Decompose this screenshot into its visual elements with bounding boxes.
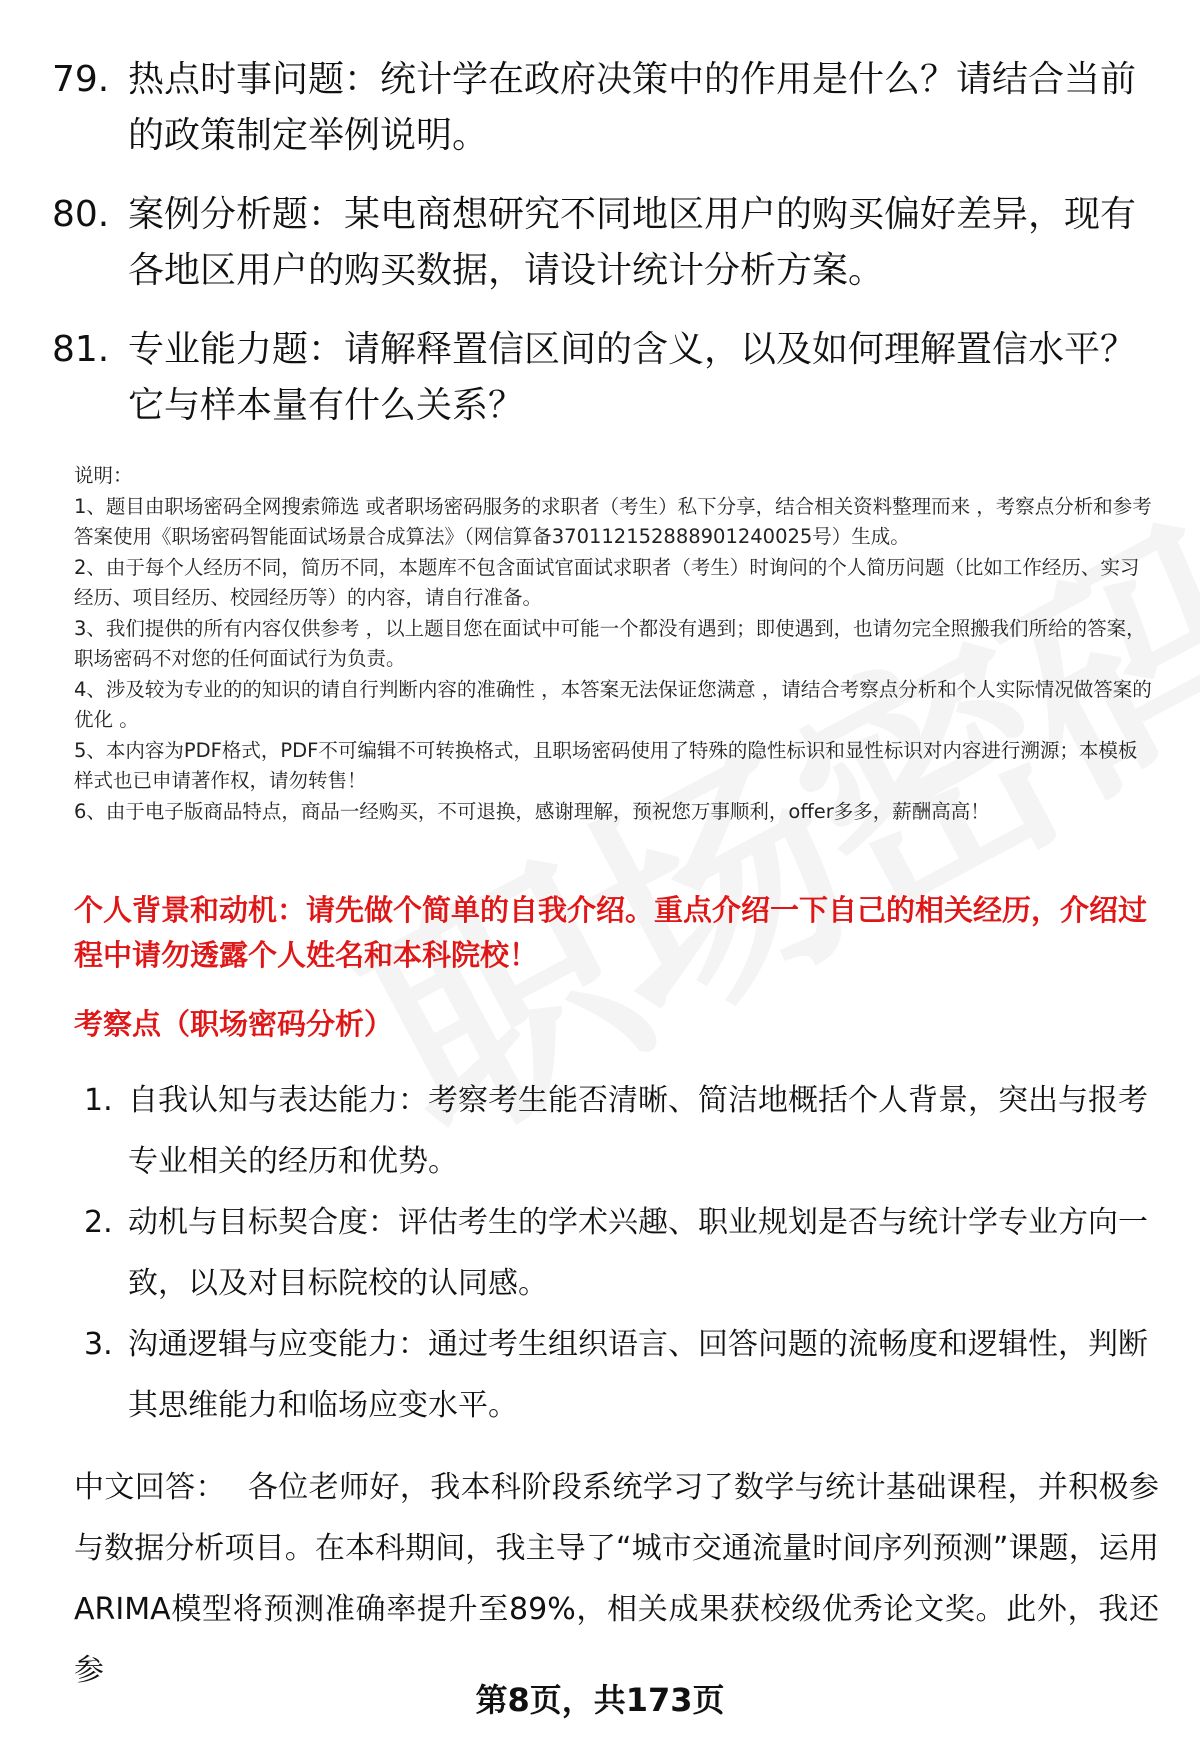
note-item: 4、涉及较为专业的的知识的请自行判断内容的准确性 ，本答案无法保证您满意 ，请结合考察点分析和个人实际情况做答案的优化 。	[74, 677, 1152, 731]
list-number: 2.	[84, 1205, 113, 1240]
question-80	[52, 187, 1152, 299]
note-item: 2、由于每个人经历不同，简历不同，本题库不包含面试官面试求职者（考生）时询问的个人简历问题（比如工作经历、实习经历、项目经历、校园经历等）的内容，请自行准备。	[74, 555, 1140, 609]
question-number: 81.	[52, 329, 110, 370]
list-item	[74, 1070, 1158, 1192]
note-item: 5、本内容为PDF格式，PDF不可编辑不可转换格式，且职场密码使用了特殊的隐性标识和显性标识对内容进行溯源；本模板样式也已申请著作权，请勿转售！	[74, 738, 1138, 792]
question-text: 案例分析题：某电商想研究不同地区用户的购买偏好差异，现有各地区用户的购买数据，请设计统计分析方案。	[128, 194, 1137, 291]
list-item	[74, 1314, 1158, 1436]
list-item	[74, 1192, 1158, 1314]
question-79	[52, 52, 1152, 164]
list-text: 自我认知与表达能力：考察考生能否清晰、简洁地概括个人背景，突出与报考专业相关的经历和优势。	[128, 1083, 1148, 1179]
list-text: 沟通逻辑与应变能力：通过考生组织语言、回答问题的流畅度和逻辑性，判断其思维能力和临场应变水平。	[128, 1327, 1148, 1423]
question-number: 79.	[52, 59, 110, 100]
list-text: 动机与目标契合度：评估考生的学术兴趣、职业规划是否与统计学专业方向一致，以及对目标院校的认同感。	[128, 1205, 1148, 1301]
note-item: 3、我们提供的所有内容仅供参考 ，以上题目您在面试中可能一个都没有遇到；即使遇到，也请勿完全照搬我们所给的答案，职场密码不对您的任何面试行为负责。	[74, 616, 1146, 670]
question-81	[52, 322, 1152, 434]
section-question: 个人背景和动机：请先做个简单的自我介绍。重点介绍一下自己的相关经历，介绍过程中请勿透露个人姓名和本科院校！	[74, 893, 1148, 972]
notes-block	[74, 461, 1156, 827]
page-footer: 第8页，共173页	[475, 1681, 725, 1719]
list-number: 1.	[84, 1083, 113, 1118]
question-text: 专业能力题：请解释置信区间的含义，以及如何理解置信水平？它与样本量有什么关系？	[128, 329, 1137, 426]
answer-paragraph	[74, 1457, 1159, 1701]
answer-label: 中文回答：	[74, 1470, 226, 1505]
answer-text: 各位老师好，我本科阶段系统学习了数学与统计基础课程，并积极参与数据分析项目。在本科期间，我主导了“城市交通流量时间序列预测”课题，运用ARIMA模型将预测准确率提升至89%，相关成果获校级优秀论文奖。此外，我还参	[74, 1470, 1160, 1688]
points-title: 考察点（职场密码分析）	[74, 1007, 394, 1041]
question-number: 80.	[52, 194, 110, 235]
list-number: 3.	[84, 1327, 113, 1362]
note-item: 6、由于电子版商品特点，商品一经购买，不可退换，感谢理解，预祝您万事顺利，offer多多，薪酬高高！	[74, 799, 990, 823]
notes-title: 说明：	[74, 464, 133, 487]
points-list	[74, 1070, 1158, 1436]
note-item: 1、题目由职场密码全网搜索筛选 或者职场密码服务的求职者（考生）私下分享，结合相关资料整理而来 ，考察点分析和参考答案使用《职场密码智能面试场景合成算法》（网信算备370112152888901240025号）生成。	[74, 494, 1152, 548]
question-text: 热点时事问题：统计学在政府决策中的作用是什么？请结合当前的政策制定举例说明。	[128, 59, 1137, 156]
